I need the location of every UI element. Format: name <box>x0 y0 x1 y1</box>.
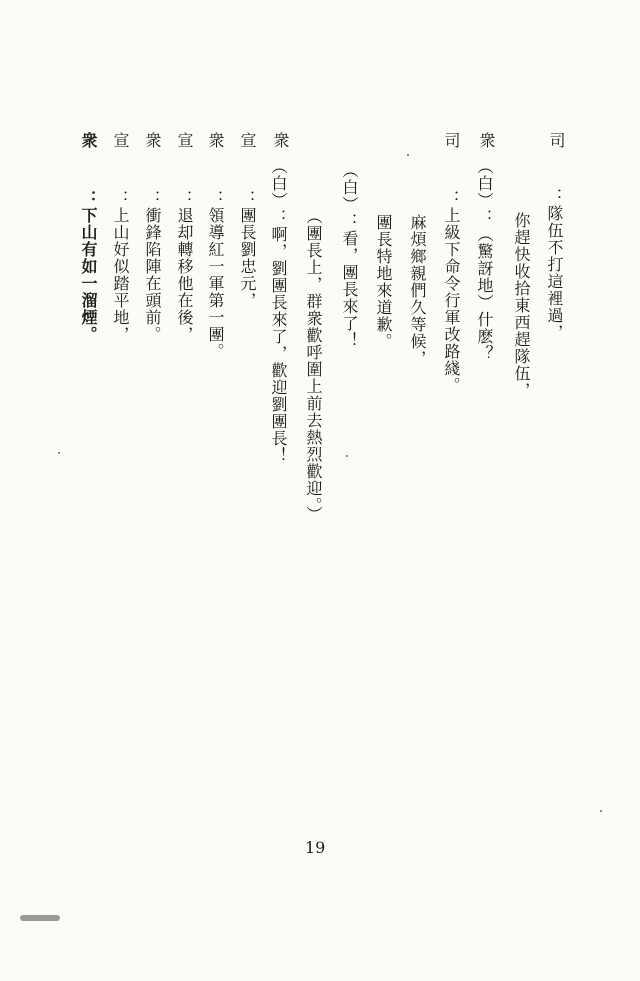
line-5-text: 麻煩鄉親們久等候， <box>408 214 427 367</box>
line-3-text: （白）：（驚訝地）什麽？ <box>475 158 494 362</box>
line-10-text: ：團長劉忠元， <box>238 190 257 309</box>
scan-speck <box>346 455 348 457</box>
line-12-speaker: 宣 <box>175 132 194 149</box>
line-11-speaker: 衆 <box>206 132 225 149</box>
line-13-speaker: 衆 <box>143 132 162 149</box>
line-8-stage-direction: （團長上，群衆歡呼圍上前去熱烈歡迎。） <box>304 208 323 523</box>
scan-speck <box>600 810 602 812</box>
line-4-speaker: 司 <box>442 132 461 149</box>
line-15-speaker: 衆 <box>79 132 98 149</box>
line-6-text: 團長特地來道歉。 <box>374 214 393 350</box>
line-14-text: ：上山好似踏平地， <box>111 190 130 343</box>
line-3-speaker: 衆 <box>477 132 496 149</box>
line-9-speaker: 衆 <box>271 132 290 149</box>
scan-speck <box>20 915 60 921</box>
scan-speck <box>58 452 60 454</box>
line-9-text: （白）：啊，劉團長來了，歡迎劉團長！ <box>269 158 288 464</box>
line-7-text: （白）：看，團長來了！ <box>340 162 359 349</box>
line-10-speaker: 宣 <box>238 132 257 149</box>
line-1-text: ：隊伍不打這裡過， <box>545 188 564 341</box>
line-2-text: 你趕快收拾東西趕隊伍， <box>512 212 531 399</box>
scan-speck <box>407 154 409 156</box>
line-15-text: ：下山有如一溜煙。 <box>79 190 98 343</box>
line-14-speaker: 宣 <box>111 132 130 149</box>
line-1-speaker: 司 <box>547 132 566 149</box>
line-4-text: ：上級下命令行軍改路綫。 <box>442 190 461 394</box>
page-number: 19 <box>305 838 326 857</box>
line-11-text: ：領導紅一軍第一團。 <box>206 190 225 360</box>
line-13-text: ：衝鋒陷陣在頭前。 <box>143 190 162 343</box>
line-12-text: ：退却轉移他在後， <box>175 190 194 343</box>
